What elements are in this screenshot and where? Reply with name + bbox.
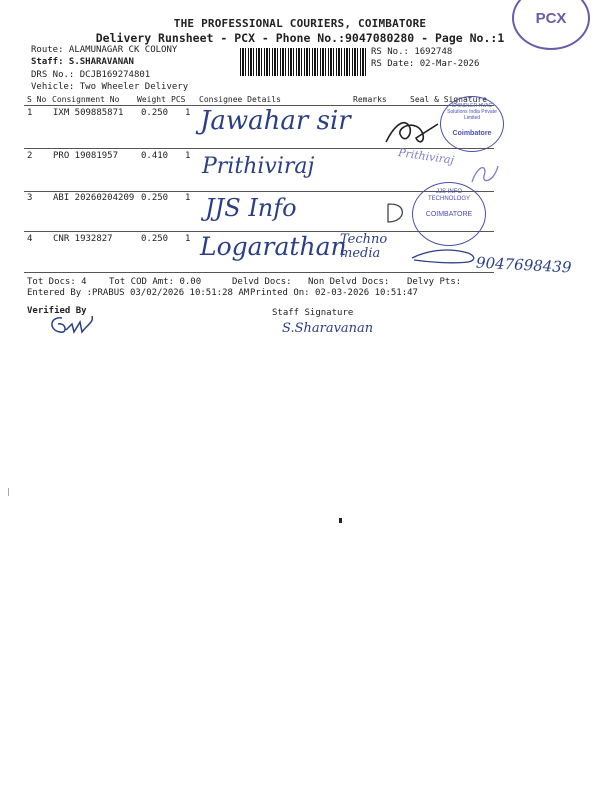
delivery-points: Delvy Pts: (407, 277, 462, 287)
row2-seal-handwritten: Prithiviraj (397, 146, 455, 167)
row4-consignee: Logarathan (200, 232, 347, 261)
rs-date: RS Date: 02-Mar-2026 (371, 59, 480, 69)
row3-stamp-org: JJS INFO TECHNOLOGY (427, 189, 470, 202)
row1-weight: 0.250 (141, 108, 169, 118)
col-header-seal: Seal & Signature (410, 95, 488, 104)
row3-company-stamp (412, 182, 486, 246)
stray-mark (339, 518, 342, 523)
delivered-docs: Delvd Docs: (232, 277, 292, 287)
verified-by-signature (44, 310, 96, 342)
entered-by: Entered By :PRABUS 03/02/2026 10:51:28 AM (27, 288, 250, 298)
tot-cod-amount: Tot COD Amt: 0.00 (109, 277, 202, 287)
row3-stamp-city: COIMBATORE (425, 211, 473, 218)
row2-sno: 2 (27, 151, 33, 161)
staff-signature-handwritten: S.Sharavanan (282, 321, 374, 336)
runsheet-subtitle: Delivery Runsheet - PCX - Phone No.:9047080280 - Page No.:1 (95, 31, 505, 45)
col-header-remarks: Remarks (353, 95, 387, 104)
row3-consignment: ABI 20260204209 (53, 193, 135, 203)
page-title: THE PROFESSIONAL COURIERS, COIMBATORE (173, 17, 427, 30)
col-header-consignment: Consignment No (52, 95, 120, 104)
row1-company-stamp (440, 96, 504, 152)
row1-stamp-org: SHINDLER HVAC Solutions India Private Limited (447, 103, 497, 121)
row1-signature (382, 114, 442, 150)
row4-signature (408, 240, 482, 268)
route-label: Route: ALAMUNAGAR CK COLONY (31, 45, 178, 55)
row4-pcs: 1 (185, 234, 191, 244)
row2-weight: 0.410 (141, 151, 169, 161)
staff-signature-label: Staff Signature (272, 308, 354, 318)
row3-consignee: JJS Info (205, 194, 297, 222)
vehicle-label: Vehicle: Two Wheeler Delivery (31, 82, 189, 92)
row2-consignee: Prithiviraj (202, 154, 315, 179)
col-header-pcs: PCS (171, 95, 186, 104)
row1-consignment: IXM 509885871 (53, 108, 124, 118)
row4-remarks: Techno media (340, 232, 388, 261)
row3-sno: 3 (27, 193, 33, 203)
tot-docs: Tot Docs: 4 (27, 277, 87, 287)
rs-number: RS No.: 1692748 (371, 47, 453, 57)
row4-sno: 4 (27, 234, 33, 244)
row2-pcs: 1 (185, 151, 191, 161)
row3-pcs: 1 (185, 193, 191, 203)
col-header-weight: Weight (137, 95, 166, 104)
printed-on: Printed On: 02-03-2026 10:51:47 (250, 288, 418, 298)
pcx-stamp-text: PCX (535, 10, 567, 27)
row4-phone-handwritten: 9047698439 (475, 253, 572, 277)
staff-label: Staff: S.SHARAVANAN (31, 57, 134, 67)
row2-consignment: PRO 19081957 (53, 151, 119, 161)
row1-sno: 1 (27, 108, 33, 118)
row4-consignment: CNR 1932827 (53, 234, 113, 244)
row1-stamp-city: Coimbatore (452, 130, 492, 137)
page-edge-mark (8, 488, 11, 496)
row4-weight: 0.250 (141, 234, 169, 244)
barcode (240, 48, 366, 76)
row1-pcs: 1 (185, 108, 191, 118)
col-header-consignee: Consignee Details (199, 95, 281, 104)
drs-number: DRS No.: DCJB169274801 (31, 70, 151, 80)
summary-divider (24, 272, 494, 273)
row3-signature (384, 200, 408, 226)
row2-signature (468, 160, 502, 188)
col-header-sno: S No (27, 95, 47, 104)
row1-consignee: Jawahar sir (200, 106, 351, 136)
row3-weight: 0.250 (141, 193, 169, 203)
non-delivered-docs: Non Delvd Docs: (308, 277, 390, 287)
verified-by-label: Verified By (27, 306, 87, 316)
